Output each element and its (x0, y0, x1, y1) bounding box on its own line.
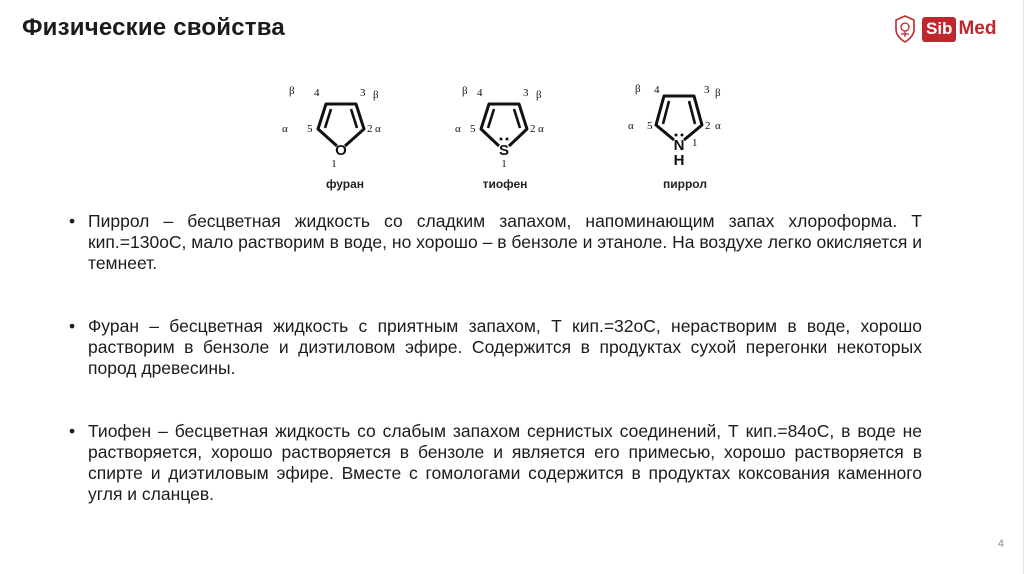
position-3-label: 3 (360, 87, 366, 99)
heteroatom-label: S (498, 142, 510, 159)
sibmed-logo (893, 14, 996, 44)
position-3-label: 3 (704, 84, 710, 96)
structure-furan (270, 74, 420, 199)
list-item-text: Тиофен – бесцветная жидкость со слабым запахом сернистых соединений, Т кип.=84оС, в воде не растворяется, хорошо растворяется в бензоле и является его примесью, хорошо растворяется в спирте и диэтиловым эфире. Вместе с гомологами содержится в продуктах коксования каменного угля и сланцев. (88, 421, 922, 504)
thiophene-ring-diagram (435, 74, 585, 174)
pyrrole-ring-diagram (610, 74, 760, 174)
beta-label-right: β (536, 89, 542, 101)
structure-name-furan: фуран (325, 177, 365, 191)
alpha-label-left: α (628, 120, 634, 132)
list-item-text: Пиррол – бесцветная жидкость со сладким запахом, напоминающим запах хлороформа. Т кип.=130оС, мало растворим в воде, но хорошо – в бензоле и этаноле. На воздухе легко окисляется и темнеет. (88, 211, 922, 273)
position-4-label: 4 (314, 87, 320, 99)
alpha-label-left: α (455, 123, 461, 135)
bullet-icon: • (69, 316, 76, 336)
structure-thiophene (435, 74, 585, 199)
beta-label-right: β (715, 87, 721, 99)
furan-ring-diagram (270, 74, 420, 174)
list-item-thiophene (66, 421, 922, 505)
bullet-icon: • (69, 421, 76, 441)
position-5-label: 5 (470, 123, 476, 135)
position-5-label: 5 (307, 123, 313, 135)
alpha-label-right: α (715, 120, 721, 132)
position-2-label: 2 (530, 123, 536, 135)
list-item-text: Фуран – бесцветная жидкость с приятным запахом, Т кип.=32оС, нерастворим в воде, хорошо растворим в бензоле и диэтиловом эфире. Содержится в продуктах сухой перегонки некоторых пород древесины. (88, 316, 922, 378)
position-1-label: 1 (501, 158, 507, 170)
position-1-label: 1 (331, 158, 337, 170)
heteroatom-label: N (673, 137, 685, 154)
alpha-label-left: α (282, 123, 288, 135)
heteroatom-label: O (335, 142, 347, 159)
alpha-label-right: α (538, 123, 544, 135)
position-1-label: 1 (692, 137, 698, 149)
university-emblem-icon (893, 15, 917, 43)
slide-title: Физические свойства (22, 14, 285, 41)
position-4-label: 4 (654, 84, 660, 96)
logo-sib: Sib (922, 17, 956, 42)
logo-med: Med (958, 18, 997, 39)
list-item-pyrrole (66, 211, 922, 274)
beta-label-left: β (462, 85, 468, 97)
heterocycle-structures (270, 74, 750, 199)
beta-label-left: β (289, 85, 295, 97)
position-3-label: 3 (523, 87, 529, 99)
alpha-label-right: α (375, 123, 381, 135)
structure-name-thiophene: тиофен (482, 177, 528, 191)
position-2-label: 2 (367, 123, 373, 135)
position-5-label: 5 (647, 120, 653, 132)
position-4-label: 4 (477, 87, 483, 99)
beta-label-left: β (635, 83, 641, 95)
beta-label-right: β (373, 89, 379, 101)
properties-list (66, 211, 922, 547)
page-number: 4 (997, 538, 1004, 550)
structure-name-pyrrole: пиррол (663, 177, 707, 191)
bullet-icon: • (69, 211, 76, 231)
position-2-label: 2 (705, 120, 711, 132)
hydrogen-label: H (673, 152, 685, 169)
structure-pyrrole (610, 74, 760, 199)
list-item-furan (66, 316, 922, 379)
